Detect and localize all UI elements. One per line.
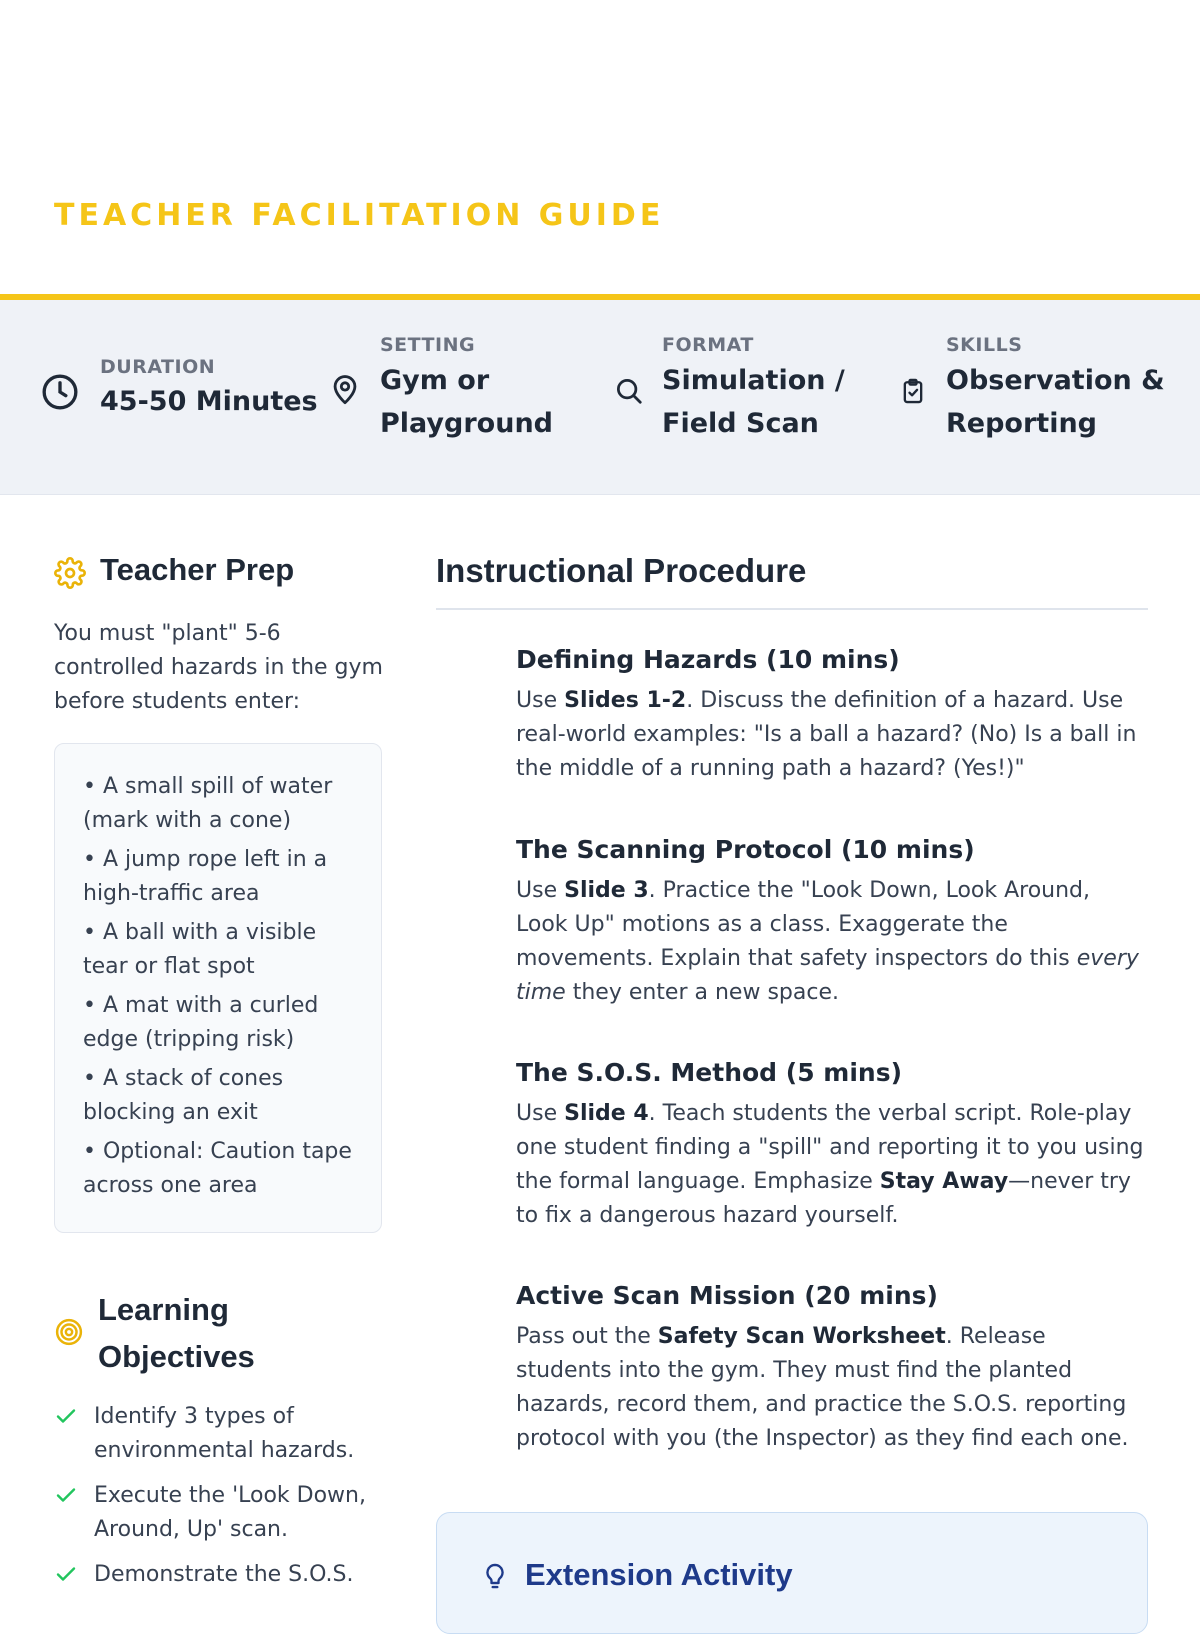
step-title: Active Scan Mission (20 mins) (516, 1281, 938, 1310)
check-icon (54, 1483, 78, 1507)
instructional-procedure-heading: Instructional Procedure (436, 552, 807, 589)
emphasis-bold: Slides 1-2 (564, 688, 687, 713)
list-item: • A mat with a curled edge (tripping risk) (83, 993, 319, 1052)
step-body: Pass out the Safety Scan Worksheet. Release students into the gym. They must find the planted hazards, record them, and practice the S.O.S. reporting protocol with you (the Inspector) as they find each one. (516, 1324, 1129, 1451)
map-pin-icon (328, 372, 362, 408)
meta-value-line: Observation & (946, 365, 1165, 396)
list-item: • A jump rope left in a high-traffic area (83, 847, 328, 906)
list-item: • A stack of cones blocking an exit (83, 1066, 284, 1125)
procedure-divider (436, 608, 1148, 610)
step-title: The Scanning Protocol (10 mins) (516, 835, 975, 864)
emphasis-bold: Stay Away (879, 1169, 1009, 1194)
procedure-step-4 (516, 1278, 1146, 1456)
lightbulb-icon (481, 1559, 509, 1593)
meta-value-line: Reporting (946, 408, 1098, 439)
step-body: Use Slides 1-2. Discuss the definition of a hazard. Use real-world examples: "Is a ball a hazard? (No) Is a ball in the middle of a running path a hazard? (Yes!)" (516, 688, 1137, 781)
list-item (54, 1558, 384, 1592)
meta-value-line: Field Scan (662, 408, 819, 439)
guide-eyebrow: TEACHER FACILITATION GUIDE (54, 198, 665, 233)
objective-text: Demonstrate the S.O.S. (94, 1562, 354, 1587)
extension-activity-heading: Extension Activity (525, 1557, 793, 1592)
list-item (54, 1400, 384, 1468)
emphasis-italic: every time (516, 946, 1139, 1005)
procedure-step-3 (516, 1055, 1146, 1233)
step-title: The S.O.S. Method (5 mins) (516, 1058, 903, 1087)
meta-value-line: Simulation / (662, 365, 845, 396)
meta-label: SKILLS (946, 334, 1023, 356)
emphasis-bold: Safety Scan Worksheet (657, 1324, 946, 1349)
teacher-prep-heading: Teacher Prep (100, 552, 295, 587)
objective-text: Identify 3 types of environmental hazards. (94, 1404, 355, 1463)
objective-text: Execute the 'Look Down, Around, Up' scan. (94, 1483, 366, 1542)
clipboard-check-icon (899, 376, 927, 406)
document-header (0, 0, 1200, 296)
list-item: • A ball with a visible tear or flat spot (83, 920, 317, 979)
meta-value: 45-50 Minutes (100, 386, 318, 417)
step-title: Defining Hazards (10 mins) (516, 645, 900, 674)
emphasis-bold: Slide 4 (564, 1101, 649, 1126)
list-item: • A small spill of water (mark with a cone) (83, 774, 333, 833)
hazard-list (55, 744, 381, 1203)
step-body: Use Slide 3. Practice the "Look Down, Look Around, Look Up" motions as a class. Exaggerate the movements. Explain that safety inspectors do this every time they enter a new space. (516, 878, 1139, 1005)
procedure-step-2 (516, 832, 1146, 1010)
step-body: Use Slide 4. Teach students the verbal script. Role-play one student finding a "spill" and reporting it to you using the formal language. Emphasize Stay Away—never try to fix a dangerous hazard yourself. (516, 1101, 1144, 1228)
meta-value-line: Gym or (380, 365, 490, 396)
list-item (54, 1479, 384, 1547)
clock-icon (40, 372, 80, 412)
emphasis-bold: Slide 3 (564, 878, 649, 903)
objectives-list (54, 1400, 384, 1603)
meta-value-line: Playground (380, 408, 553, 439)
procedure-step-1 (516, 642, 1146, 786)
check-icon (54, 1404, 78, 1428)
check-icon (54, 1562, 78, 1586)
meta-label: SETTING (380, 334, 476, 356)
extension-activity-card (436, 1512, 1148, 1634)
meta-label: DURATION (100, 356, 216, 378)
search-icon (614, 376, 644, 406)
target-icon (54, 1317, 84, 1347)
learning-objectives-heading: Learning Objectives (98, 1292, 255, 1374)
teacher-prep-intro: You must "plant" 5-6 controlled hazards in the gym before students enter: (54, 621, 383, 714)
lesson-meta-bar (0, 300, 1200, 495)
hazard-list-card (54, 743, 382, 1233)
list-item: • Optional: Caution tape across one area (83, 1139, 352, 1198)
meta-label: FORMAT (662, 334, 754, 356)
gear-icon (54, 557, 86, 589)
